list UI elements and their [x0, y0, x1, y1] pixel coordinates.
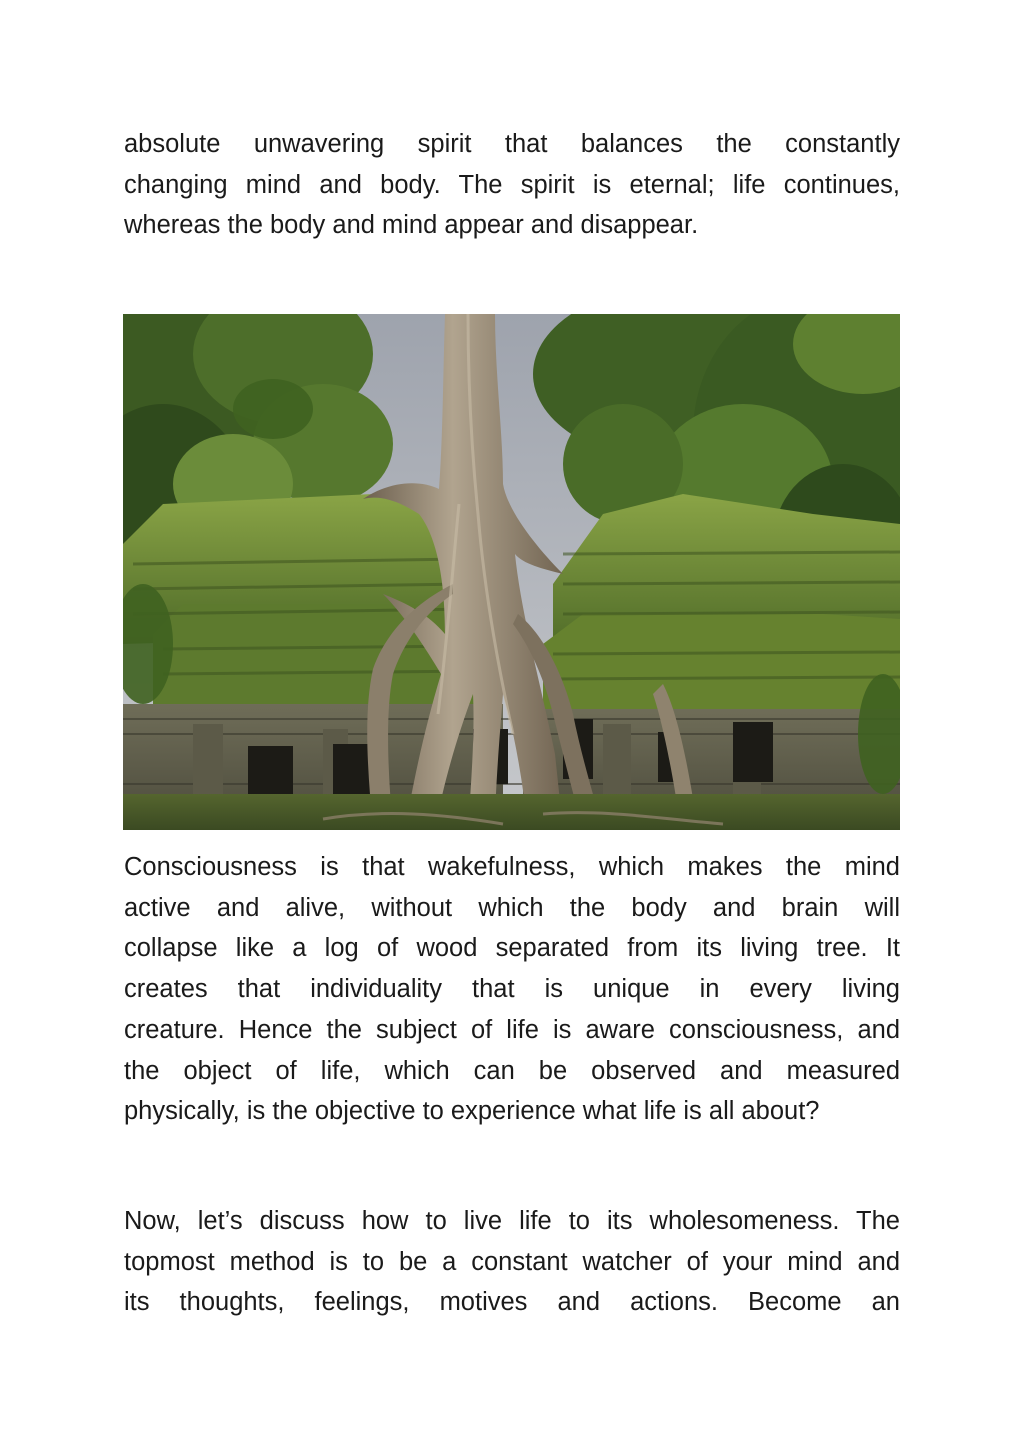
text-line: Now, let’s discuss how to live life to its wholesomeness. The — [124, 1207, 900, 1235]
text-line: whereas the body and mind appear and disappear. — [124, 211, 699, 240]
text-line: creature. Hence the subject of life is aware consciousness, and — [124, 1015, 900, 1044]
text-line: the object of life, which can be observed and measured — [124, 1056, 900, 1085]
text-line: topmost method is to be a constant watcher of your mind and — [124, 1247, 900, 1276]
text-line: collapse like a log of wood separated from its living tree. It — [124, 934, 900, 963]
text-line: absolute unwavering spirit that balances the constantly — [124, 130, 900, 158]
text-line: Consciousness is that wakefulness, which makes the mind — [124, 853, 900, 881]
temple-ruins-photo — [123, 314, 900, 830]
text-line: its thoughts, feelings, motives and actions. Become an — [124, 1288, 900, 1317]
text-line: physically, is the objective to experience what life is all about? — [124, 1097, 820, 1126]
paragraph-consciousness — [124, 847, 900, 1132]
text-line: creates that individuality that is unique in every living — [124, 975, 900, 1004]
text-line: changing mind and body. The spirit is eternal; life continues, — [124, 170, 900, 199]
paragraph-spirit — [124, 124, 900, 246]
text-line: active and alive, without which the body and brain will — [124, 893, 900, 922]
paragraph-live-life — [124, 1201, 900, 1323]
